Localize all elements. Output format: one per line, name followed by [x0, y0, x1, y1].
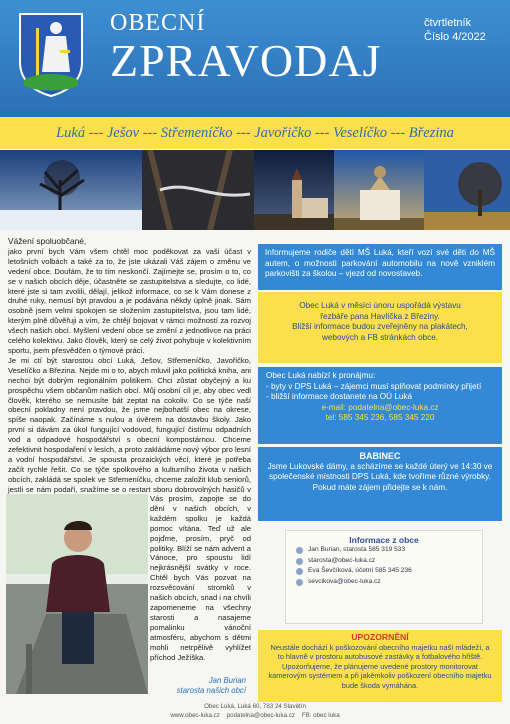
editorial-paragraph-3: Vás prosím, zapojte se do dění v našich obcích, v každém spolku je každá pomoc vítána. Teď už ale pojďme, prosím, pryč od politiky. Blíží se nám advent a Vánoce, pro spoustu lidí nejkrásnější svátky v roce. Chtěl bych Vás pozvat na rozsvěcování stromků v našich obcích, snad i na chvíli zapomeneme na všechny starosti a nasajeme pomalinku vánoční atmosféru, abychom s dětmi mohli netrpělivě vyhlížet příchod Ježíška.: [150, 494, 251, 662]
editorial-paragraph-1: jako první bych Vám všem chtěl moc poděkovat za vaši účast v letošních volbách a také za to, že jste ukázali Váš zájem o změnu ve vedení obce. Doufám, že to tím neskončí. Zajímejte se, prosím o to, co se v našich obcích děje, účastněte se zastupitelstva a sledujte, co lidé, které jste si tam zvolili, dělají, jelikož informace, co se k Vám donese z druhé ruky, nemusí být pravdou a je podávána někdy úplně jinak. Sám osobně jsem velmi spokojen se složením zastupitelstva, jsou tam lidé, kterým plně důvěřuji a vím, že chtějí bojovat v rámci možností za rozvoj všech našich obcí. Myšlení vedení obce se změní z jednotlivce na práci celého kolektivu. Jako člověk, který se celý život pohybuje v kolektivním sportu, jsem přesvědčen o týmové práci.: [8, 246, 251, 355]
footer-address: Obec Luká, Luká 60, 783 24 Slavětín: [204, 703, 306, 710]
info-row-accountant-email[interactable]: sevcikova@obec-luka.cz: [286, 577, 482, 588]
title-line-2: ZPRAVODAJ: [110, 35, 382, 86]
editorial-signature: [150, 676, 246, 696]
info-row-mayor-email[interactable]: starosta@obec-luka.cz: [286, 556, 482, 567]
signature-role: starosta našich obcí: [176, 686, 246, 695]
info-title: Informace z obce: [349, 535, 419, 545]
mayor-photo: [6, 494, 148, 694]
footer-fb[interactable]: FB: obec luka: [301, 712, 340, 719]
person-icon: [296, 568, 303, 575]
editorial-column: [8, 237, 251, 504]
exhibition-line-1: Obec Luká v měsíci únoru uspořádá výstavu: [299, 301, 461, 310]
footer-email[interactable]: podatelna@obec-luka.cz: [226, 712, 295, 719]
info-card: [285, 530, 483, 624]
person-icon: [296, 547, 303, 554]
exhibition-line-3: Bližší informace budou zveřejněny na plakátech,: [292, 322, 468, 331]
rental-notice: [258, 367, 502, 444]
rental-email[interactable]: e-mail: podatelna@obec-luka.cz: [321, 402, 439, 412]
village-photo-strip: [0, 150, 510, 230]
warning-notice: [258, 630, 502, 702]
villages-banner: Luká --- Ješov --- Střemeníčko --- Javořičko --- Veselíčko --- Březina: [0, 117, 510, 149]
issue-frequency: čtvrtletník: [424, 17, 472, 29]
rental-phone: tel: 585 345 236, 585 345 220: [325, 413, 435, 422]
exhibition-line-4: webových a FB stránkách obce.: [321, 332, 439, 342]
rental-item-2: - bližší informace dostanete na OÚ Luká: [266, 392, 413, 401]
mail-icon: [296, 579, 303, 586]
babinec-notice: [258, 447, 502, 521]
babinec-title: BABINEC: [359, 451, 401, 461]
signature-name: Jan Burian: [208, 676, 246, 685]
coat-of-arms-icon: [16, 10, 86, 98]
rental-item-1: - byty v DPS Luká – zájemci musí splňovat podmínky přijetí: [266, 381, 482, 391]
footer: [0, 702, 510, 724]
exhibition-line-2: řezbáře pana Havlíčka z Březiny.: [320, 311, 440, 321]
info-row-mayor: Jan Burian, starosta 585 319 533: [286, 545, 482, 556]
warning-title: UPOZORNĚNÍ: [351, 632, 409, 642]
school-parking-notice: Informujeme rodiče dětí MŠ Luká, kteří vozí své děti do MŠ autem, o možnosti parkování automobilu na nově vzniklém parkovišti za školou – vjezd od novostaveb.: [258, 244, 502, 290]
footer-web[interactable]: www.obec-luka.cz: [170, 712, 220, 719]
mail-icon: [296, 558, 303, 565]
footer-links: [0, 711, 510, 720]
issue-info: [424, 16, 486, 44]
info-row-accountant: Eva Ševčíková, účetní 585 345 236: [286, 566, 482, 577]
editorial-greeting: Vážení spoluobčané,: [8, 236, 87, 246]
editorial-paragraph-2: Je mi ctí být starostou obcí Luká, Ješov, Střemeníčko, Javořičko, Veselíčko a Březina. Nejde mi o to, abych mluvil jako politická kniha, ani nechci být dobrým regionálním politikem. Chci zůstat obyčejný a ku prospěchu všem občanům našich obcí. Můj osobní cíl je, aby obec vedl člověk, kterého se nemusíte bát zeptat na cokoliv. Co se týče naší obecní pokladny není pravdou, že jsme nejbohatší obec na okrese, spíše naopak. Začínáme s nulou a úvěrem na dostavbu školy. Jako první si dávám za úkol fungující vodovod, fungující čistírnu odpadních vod a odpadové hospodářství s obecní kompostárnou. Chceme zefektivnit hospodaření v lesích, a proto zakládáme nový výbor pro lesní a vodní hospodářství. Je spousta prozaických věcí, které je potřeba začít rychle řešit. Co se týče spolkového a kulturního života v našich obcích, zakládá se spolek ve Střemeníčku, chceme založit klub seniorů, jestli se nám podaří, snažíme se o restart sboru dobrovolných hasičů v: [8, 355, 251, 494]
babinec-text: Jsme Lukovské dámy, a scházíme se každé úterý ve 14:30 ve společenské místnosti DPS Luká, kde tvoříme různé výrobky. Pokud máte zájem přidejte se k nám.: [267, 461, 493, 492]
woodcarver-exhibition-notice: [258, 292, 502, 363]
rental-title: Obec Luká nabízí k pronájmu:: [266, 371, 376, 380]
warning-text: Neustále dochází k poškozování obecního majetku naší mládeží, a to hlavně v prostoru autobusové zastávky a fotbalového hřiště. Upozorňujeme, že plánujeme uvedené prostory monitorovat kamerovým systémem a při jakémkoliv poškození obecního majetku bude škoda vymáhána.: [268, 642, 492, 690]
issue-number: Číslo 4/2022: [424, 31, 486, 43]
title-line-1: OBECNÍ: [110, 10, 206, 36]
